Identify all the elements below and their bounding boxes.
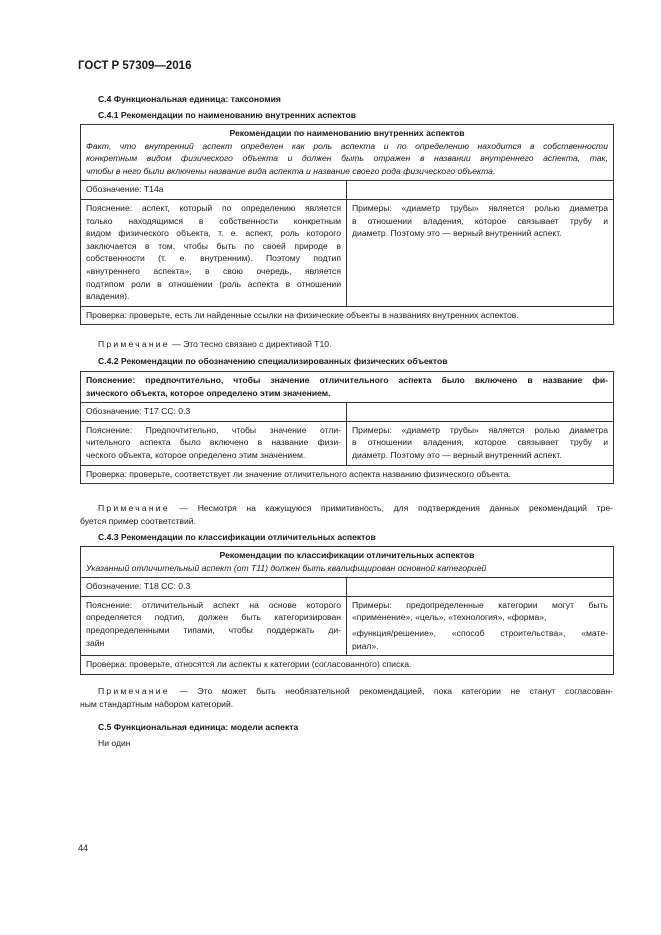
note-c41 — [98, 338, 331, 351]
text-line: в отношении владения, которое связывает трубу и — [352, 215, 608, 226]
table-c43-designation: Обозначение: Т18 СС: 0.3 — [81, 578, 347, 597]
section-c5-title: С.5 Функциональная единица: модели аспекта — [98, 722, 299, 732]
text-line: «применение», «цель», «технология», «форма», — [352, 612, 547, 623]
table-c42-explanation — [81, 421, 347, 465]
text-line: Пояснение: предпочтительно, чтобы значение отличительного аспекта было включено в название фи- — [86, 375, 608, 385]
text-line: собственности (т. е. внутренним). Поэтому подтип — [86, 253, 341, 264]
table-c41-examples — [347, 199, 614, 306]
table-c41-fact-line: Факт, что внутренний аспект определен как роль аспекта и по определению находится в собственности — [86, 140, 608, 151]
note-label: Примечание — [98, 503, 170, 513]
text-line: «внутреннего аспекта», в свою очередь, является — [86, 265, 341, 276]
text-line: предопределенными типами, чтобы поддержать ди- — [86, 624, 341, 635]
section-c5-text: Ни один — [98, 738, 131, 748]
text-line: заключается в том, чтобы быть по своей природе в — [86, 240, 341, 251]
note-line: ным стандартным набором категорий. — [80, 698, 234, 709]
table-c41-empty-cell — [347, 181, 614, 200]
table-c43-heading: Рекомендации по классификации отличительных аспектов — [219, 550, 475, 560]
text-line: Примеры: предопределенные категории могут быть — [352, 599, 608, 610]
note-line — [80, 685, 613, 698]
text-line: чительного аспекта было включено в название физи- — [86, 437, 341, 448]
note-line: буется пример соответствий. — [80, 515, 196, 526]
text-line: диаметр. Поэтому это — верный внутренний аспект. — [352, 449, 562, 460]
table-c43-examples — [347, 596, 614, 655]
table-c43-fact-line: Указанный отличительный аспект (от Т11) должен быть квалифицирован основной категорией — [86, 562, 487, 573]
table-c42-heading — [81, 372, 614, 403]
table-c43 — [80, 546, 614, 675]
table-c41-body — [81, 125, 614, 181]
note-label: Примечание — [98, 686, 170, 696]
table-c41-fact-line: чтобы в него были включены название вида аспекта и название своего рода физического объекта. — [86, 165, 496, 176]
note-c42 — [80, 502, 613, 527]
table-c42-empty-cell — [347, 403, 614, 422]
table-c41-heading: Рекомендации по наименованию внутренних аспектов — [229, 128, 465, 138]
table-c41 — [80, 124, 614, 325]
text-line: риал». — [352, 640, 379, 651]
text-line: Пояснение: отличительный аспект на основе которого — [86, 599, 341, 610]
text-line: зического объекта, которое определено этим значением. — [86, 387, 331, 398]
text-line: определяется подтип, должен быть категоризирован — [86, 612, 341, 623]
table-c42-designation: Обозначение: Т17 СС: 0.3 — [81, 403, 347, 422]
subsection-c43-title: С.4.3 Рекомендации по классификации отличительных аспектов — [98, 532, 376, 542]
text-line: «функция/решение», «способ строительства», «мате- — [352, 627, 608, 638]
table-c43-body — [81, 547, 614, 578]
text-line: ческого объекта, которое определено этим значением. — [86, 449, 306, 460]
subsection-c42-title: С.4.2 Рекомендации по обозначению специализированных физических объектов — [98, 356, 448, 366]
text-line: видом физического объекта, т. е. аспект, роль которого — [86, 228, 341, 239]
text-line: владения). — [86, 291, 130, 302]
note-label: Примечание — [98, 339, 170, 349]
document-header: ГОСТ Р 57309—2016 — [78, 60, 192, 72]
table-c43-check: Проверка: проверьте, относятся ли аспекты к категории (согласованного) списка. — [81, 656, 614, 675]
subsection-c41-title: С.4.1 Рекомендации по наименованию внутренних аспектов — [98, 110, 357, 120]
text-line: Примеры: «диаметр трубы» является ролью диаметра — [352, 202, 608, 213]
text-line: подтипом роли в отношении (роль аспекта в отношении — [86, 278, 341, 289]
text-line: Пояснение: Предпочтительно, чтобы значение отли- — [86, 424, 341, 435]
text-line: только находящимся в собственности конкретным — [86, 215, 341, 226]
table-c42-check: Проверка: проверьте, соответствует ли значение отличительного аспекта названию физического объекта. — [81, 465, 614, 484]
note-text: — Это может быть необязательной рекомендацией, пока категории не станут согласован- — [169, 686, 613, 696]
table-c41-designation: Обозначение: Т14а — [81, 181, 347, 200]
text-line: зайн — [86, 637, 105, 648]
table-c41-check: Проверка: проверьте, есть ли найденные ссылки на физические объекты в названиях внутренних аспектов. — [81, 306, 614, 325]
table-c41-explanation — [81, 199, 347, 306]
table-c41-fact-line: конкретным видом физического объекта и должен быть отражен в названии внутреннего аспекта, так, — [86, 153, 608, 164]
table-c43-empty-cell — [347, 578, 614, 597]
note-line — [80, 502, 613, 515]
text-line: Примеры: «диаметр трубы» является ролью диаметра — [352, 424, 608, 435]
section-c4-title: С.4 Функциональная единица: таксономия — [98, 94, 281, 104]
table-c42 — [80, 371, 614, 484]
note-c43 — [80, 685, 613, 710]
page-number: 44 — [78, 843, 89, 853]
text-line: Пояснение: аспект, который по определению является — [86, 202, 341, 213]
text-line: в отношении владения, которое связывает трубу и — [352, 437, 608, 448]
table-c42-examples — [347, 421, 614, 465]
text-line: диаметр. Поэтому это — верный внутренний аспект. — [352, 228, 562, 239]
table-c43-explanation — [81, 596, 347, 655]
note-text: — Это тесно связано с директивой Т10. — [169, 339, 332, 349]
note-text: — Несмотря на кажущуюся примитивность, для подтверждения данных рекомендаций тре- — [169, 503, 613, 513]
